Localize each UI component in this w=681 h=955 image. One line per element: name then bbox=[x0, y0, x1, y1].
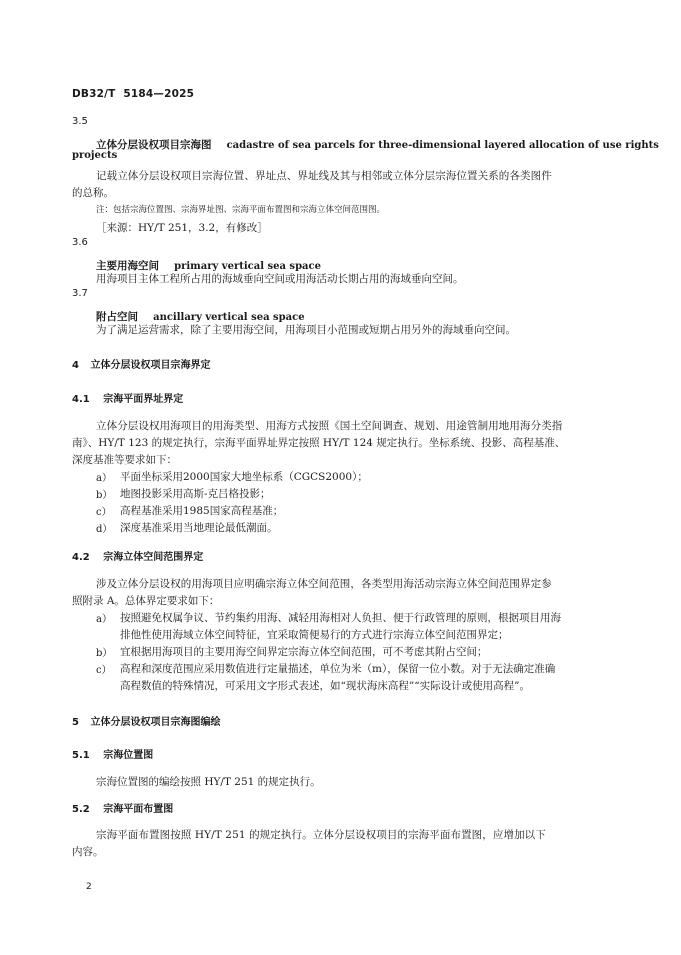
section-number: 4.1 bbox=[72, 394, 90, 405]
list-item: 高程基准采用1985国家高程基准； bbox=[120, 505, 284, 517]
term-en: primary vertical sea space bbox=[174, 261, 321, 272]
term-3-5 bbox=[96, 133, 659, 152]
source-3-5: ［来源：HY/T 251，3.2，有修改］ bbox=[96, 222, 268, 234]
term-cn: 主要用海空间 bbox=[96, 260, 159, 272]
paragraph-4-1-line2: 南》、HY/T 123 的规定执行，宗海平面界址界定按照 HY/T 124 规定执行。坐标系统、投影、高程基准、 bbox=[72, 437, 566, 449]
list-item-marker: a） bbox=[96, 614, 112, 625]
note-3-5: 注：包括宗海位置图、宗海界址图、宗海平面布置图和宗海立体空间范围图。 bbox=[96, 205, 386, 215]
definition-3-5-line1: 记载立体分层设权项目宗海位置、界址点、界址线及其与相邻或立体分层宗海位置关系的各类图件 bbox=[96, 170, 552, 182]
chapter-title: 立体分层设权项目宗海图编绘 bbox=[90, 717, 221, 728]
page-number: 2 bbox=[86, 882, 92, 892]
section-number: 5.2 bbox=[72, 804, 90, 815]
paragraph-5-2-line2: 内容。 bbox=[72, 846, 104, 858]
term-cn: 立体分层设权项目宗海图 bbox=[96, 139, 212, 151]
chapter-title: 立体分层设权项目宗海界定 bbox=[90, 360, 211, 371]
paragraph-4-2-line1: 涉及立体分层设权的用海项目应明确宗海立体空间范围，各类型用海活动宗海立体空间范围界定参 bbox=[96, 578, 552, 590]
chapter-5-heading bbox=[72, 713, 220, 728]
section-number: 4.2 bbox=[72, 552, 90, 563]
list-item-marker: b） bbox=[96, 490, 113, 501]
list-item-marker: a） bbox=[96, 473, 112, 484]
page-header bbox=[72, 88, 194, 100]
clause-number-3-5: 3.5 bbox=[72, 116, 88, 127]
paragraph-5-2-line1: 宗海平面布置图按照 HY/T 251 的规定执行。立体分层设权项目的宗海平面布置图，应增加以下 bbox=[96, 829, 546, 841]
chapter-number: 5 bbox=[72, 717, 79, 728]
clause-number-3-6: 3.6 bbox=[72, 237, 88, 248]
section-4-1-heading bbox=[72, 390, 183, 405]
paragraph-4-2-line2: 照附录 A。总体界定要求如下： bbox=[72, 595, 220, 607]
list-item-c-line1: 高程和深度范围应采用数值进行定量描述，单位为米（m），保留一位小数。对于无法确定准确 bbox=[120, 663, 556, 675]
term-en: ancillary vertical sea space bbox=[153, 312, 305, 323]
section-title: 宗海平面界址界定 bbox=[103, 394, 184, 405]
paragraph-4-1-line3: 深度基准等要求如下： bbox=[72, 454, 177, 466]
doc-code: DB32/T bbox=[72, 88, 116, 100]
definition-3-6: 用海项目主体工程所占用的海域垂向空间或用海活动长期占用的海域垂向空间。 bbox=[96, 273, 464, 285]
section-number: 5.1 bbox=[72, 750, 90, 761]
list-item: 地图投影采用高斯-克吕格投影； bbox=[120, 488, 271, 500]
list-item: 平面坐标采用2000国家大地坐标系（CGCS2000）； bbox=[120, 471, 368, 483]
list-item-a-line1: 按照避免权属争议、节约集约用海、减轻用海相对人负担、便于行政管理的原则，根据项目用海 bbox=[120, 612, 561, 624]
section-title: 宗海立体空间范围界定 bbox=[103, 552, 204, 563]
list-item-marker: b） bbox=[96, 648, 113, 659]
chapter-4-heading bbox=[72, 356, 210, 371]
doc-number: 5184—2025 bbox=[123, 88, 195, 100]
paragraph-5-1: 宗海位置图的编绘按照 HY/T 251 的规定执行。 bbox=[96, 776, 321, 788]
paragraph-4-1-line1: 立体分层设权用海项目的用海类型、用海方式按照《国土空间调查、规划、用途管制用地用海分类指 bbox=[96, 420, 563, 432]
term-cn: 附占空间 bbox=[96, 311, 138, 323]
list-item-b-line1: 宜根据用海项目的主要用海空间界定宗海立体空间范围，可不考虑其附占空间； bbox=[120, 646, 488, 658]
section-title: 宗海平面布置图 bbox=[103, 804, 174, 815]
list-item-c-line2: 高程数值的特殊情况，可采用文字形式表述，如“现状海床高程”“实际设计或使用高程”。 bbox=[120, 680, 530, 692]
clause-number-3-7: 3.7 bbox=[72, 288, 88, 299]
list-item: 深度基准采用当地理论最低潮面。 bbox=[120, 522, 278, 534]
section-4-2-heading bbox=[72, 548, 203, 563]
list-item-marker: c） bbox=[96, 665, 112, 676]
definition-3-7: 为了满足运营需求，除了主要用海空间，用海项目小范围或短期占用另外的海域垂向空间。 bbox=[96, 324, 516, 336]
section-title: 宗海位置图 bbox=[103, 750, 154, 761]
term-en: cadastre of sea parcels for three-dimensional layered allocation of use rights bbox=[226, 140, 659, 151]
list-item-marker: d） bbox=[96, 524, 113, 535]
chapter-number: 4 bbox=[72, 360, 79, 371]
list-item-marker: c） bbox=[96, 507, 112, 518]
section-5-2-heading bbox=[72, 800, 173, 815]
definition-3-5-line2: 的总称。 bbox=[72, 187, 114, 199]
section-5-1-heading bbox=[72, 746, 153, 761]
term-en-continuation: projects bbox=[72, 150, 118, 161]
list-item-a-line2: 排他性使用海域立体空间特征，宜采取简便易行的方式进行宗海立体空间范围界定； bbox=[120, 629, 509, 641]
